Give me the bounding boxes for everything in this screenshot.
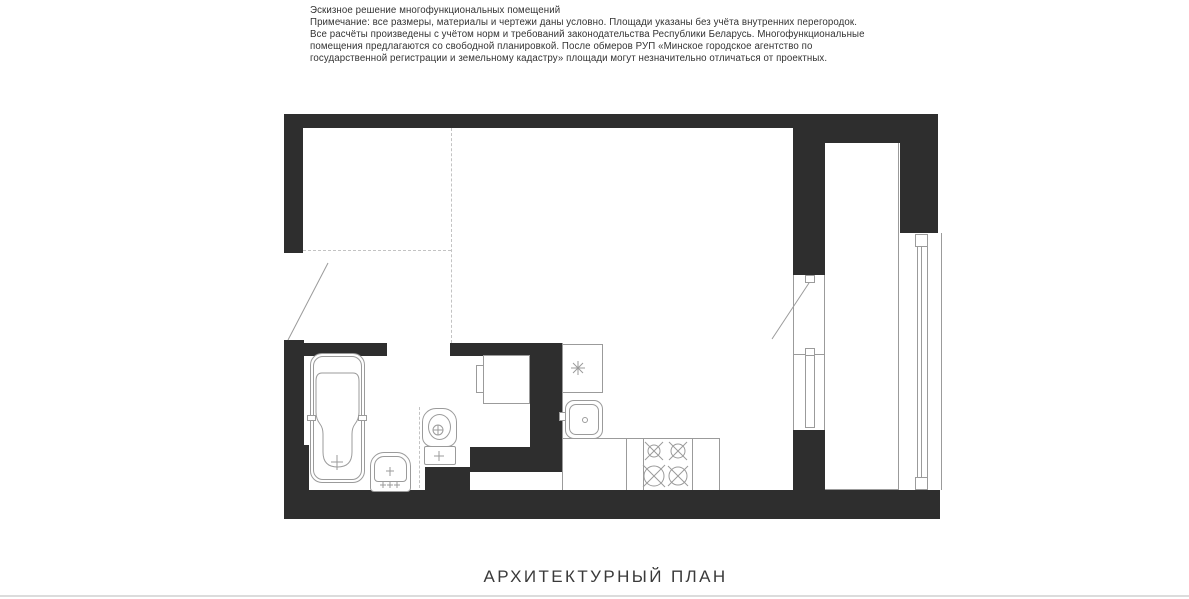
page-title: АРХИТЕКТУРНЫЙ ПЛАН [483,567,728,586]
bathtub-waisted-shape [316,373,359,467]
window-leaf-swing-line [288,263,328,340]
vent-asterisk-icon [571,361,585,375]
note-line: Примечание: все размеры, материалы и чертежи даны условно. Площади указаны без учёта внутренних перегородок. [310,16,858,28]
basin-faucet-icon [380,467,400,488]
sink-drain-icon [583,418,588,423]
toilet-flush-icon [433,425,444,461]
entry-door-swing-line [772,283,809,339]
bathtub-drain-icon [331,455,343,470]
note-line: Все расчёты произведены с учётом норм и требований законодательства Республики Беларусь. Многофункциональные [310,28,865,40]
footer-divider-line [0,595,1189,597]
note-title: Эскизное решение многофункциональных помещений [310,5,561,16]
note-line: помещения предлагаются со свободной планировкой. После обмеров РУП «Минское городское агентство по [310,40,813,52]
note-line: государственной регистрации и земельному кадастру» площади могут незначительно отличаться от проектных. [310,52,828,64]
hob-burner-icons [643,442,688,487]
